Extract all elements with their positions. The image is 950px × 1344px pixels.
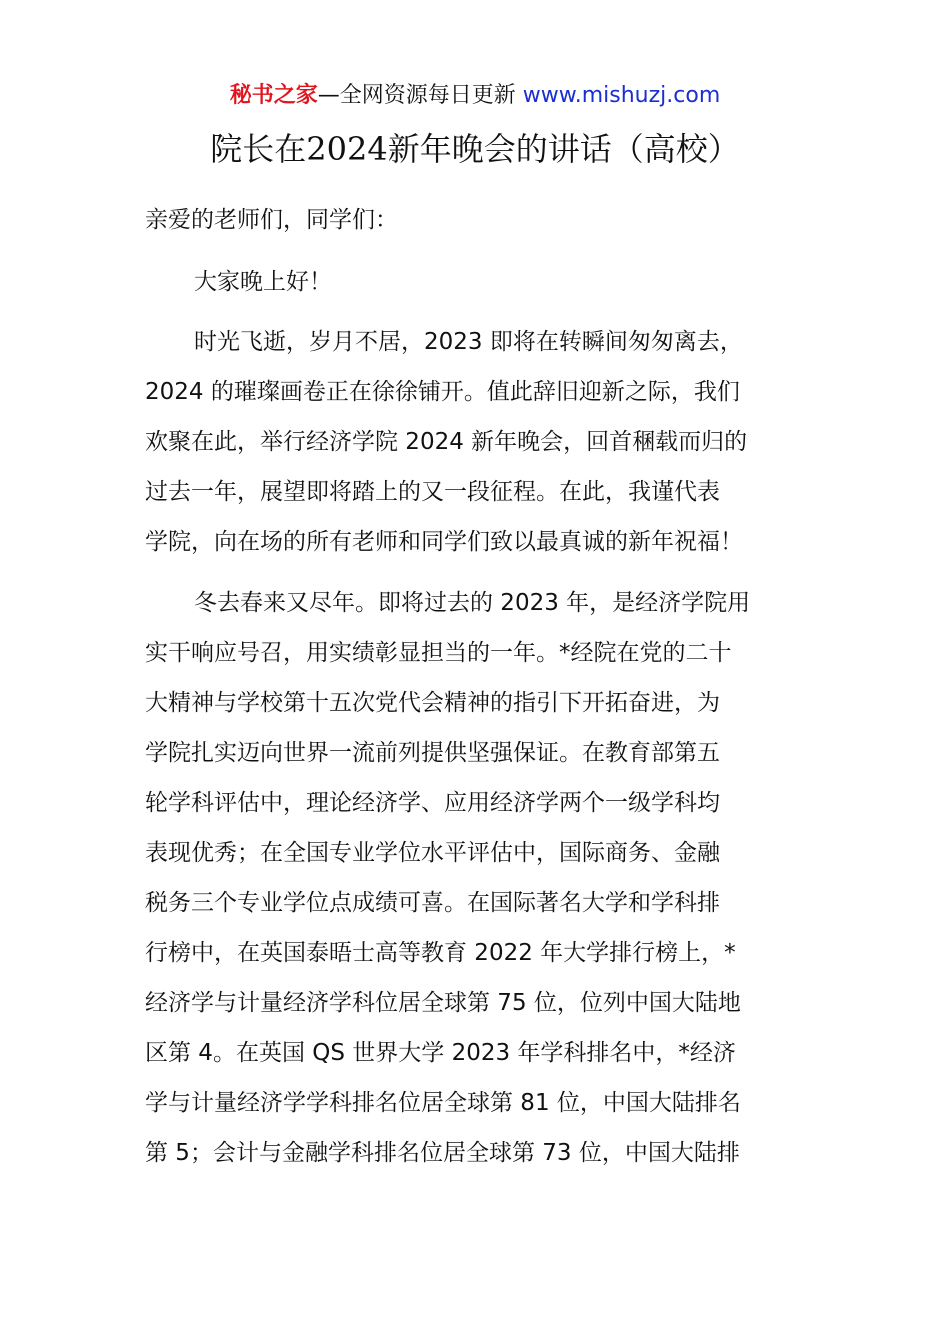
salutation: 亲爱的老师们，同学们： [145,207,398,233]
paragraph-line: 表现优秀；在全国专业学位水平评估中，国际商务、金融 [145,840,720,866]
site-brand: 秘书之家 [229,83,318,108]
paragraph-line: 2024 的璀璨画卷正在徐徐铺开。值此辞旧迎新之际，我们 [145,379,740,405]
paragraph-line: 经济学与计量经济学科位居全球第 75 位，位列中国大陆地 [145,990,741,1016]
paragraph-line: 第 5；会计与金融学科排名位居全球第 73 位，中国大陆排 [145,1140,740,1166]
paragraph-line: 冬去春来又尽年。即将过去的 2023 年，是经济学院用 [194,590,751,616]
paragraph-line: 实干响应号召，用实绩彰显担当的一年。*经院在党的二十 [145,640,732,666]
document-title [0,126,950,172]
paragraph-line: 学院扎实迈向世界一流前列提供坚强保证。在教育部第五 [145,740,720,766]
title-prefix: 院长在 [210,130,307,168]
paragraph-line: 轮学科评估中，理论经济学、应用经济学两个一级学科均 [145,790,720,816]
paragraph-line: 区第 4。在英国 QS 世界大学 2023 年学科排名中，*经济 [145,1040,736,1066]
paragraph-line: 税务三个专业学位点成绩可喜。在国际著名大学和学科排 [145,890,720,916]
site-url-link[interactable]: www.mishuzj.com [522,83,721,108]
title-year: 2024 [306,130,388,168]
paragraph-line: 欢聚在此，举行经济学院 2024 新年晚会，回首稛载而归的 [145,429,748,455]
paragraph-line: 时光飞逝，岁月不居，2023 即将在转瞬间匆匆离去， [194,329,743,355]
paragraph-line: 过去一年，展望即将踏上的又一段征程。在此，我谨代表 [145,479,720,505]
paragraph-line: 学与计量经济学学科排名位居全球第 81 位，中国大陆排名 [145,1090,741,1116]
paragraph-line: 大精神与学校第十五次党代会精神的指引下开拓奋进，为 [145,690,720,716]
paragraph-line: 学院，向在场的所有老师和同学们致以最真诚的新年祝福！ [145,529,743,555]
site-header [0,80,950,112]
site-tagline: —全网资源每日更新 [317,83,523,108]
title-suffix: 新年晚会的讲话（高校） [387,130,740,168]
paragraph-line: 行榜中，在英国泰晤士高等教育 2022 年大学排行榜上，* [145,940,736,966]
greeting-line: 大家晚上好！ [194,269,332,295]
